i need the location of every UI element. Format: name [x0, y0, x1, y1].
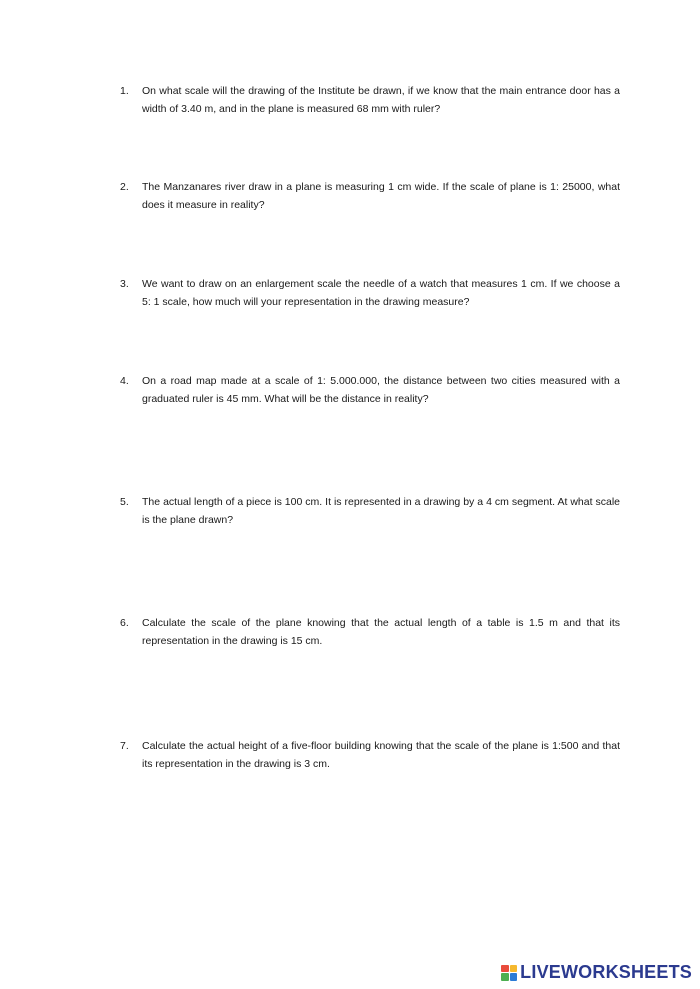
- question-text: On a road map made at a scale of 1: 5.000.000, the distance between two cities measured with a graduated ruler is 45 mm. What will be the distance in reality?: [142, 375, 620, 405]
- logo-square: [510, 973, 518, 981]
- question-text: On what scale will the drawing of the Institute be drawn, if we know that the main entrance door has a width of 3.40 m, and in the plane is measured 68 mm with ruler?: [142, 85, 620, 115]
- question-6: [120, 614, 620, 650]
- logo-square: [501, 965, 509, 973]
- question-5: [120, 493, 620, 529]
- logo-square: [501, 973, 509, 981]
- question-number: 1.: [120, 85, 129, 97]
- question-number: 4.: [120, 375, 129, 387]
- question-2: [120, 178, 620, 214]
- question-text: The Manzanares river draw in a plane is measuring 1 cm wide. If the scale of plane is 1: 25000, what does it measure in reality?: [142, 181, 620, 211]
- question-3: [120, 275, 620, 311]
- question-text: We want to draw on an enlargement scale the needle of a watch that measures 1 cm. If we choose a 5: 1 scale, how much will your representation in the drawing measure?: [142, 278, 620, 308]
- question-number: 7.: [120, 740, 129, 752]
- question-number: 2.: [120, 181, 129, 193]
- question-number: 5.: [120, 496, 129, 508]
- question-text: The actual length of a piece is 100 cm. It is represented in a drawing by a 4 cm segment. At what scale is the plane drawn?: [142, 496, 620, 526]
- question-number: 3.: [120, 278, 129, 290]
- question-number: 6.: [120, 617, 129, 629]
- logo-text: LIVEWORKSHEETS: [520, 962, 692, 982]
- question-text: Calculate the scale of the plane knowing that the actual length of a table is 1.5 m and that its representation in the drawing is 15 cm.: [142, 617, 620, 647]
- logo-square: [510, 965, 518, 973]
- liveworksheets-logo: [501, 962, 692, 983]
- question-text: Calculate the actual height of a five-floor building knowing that the scale of the plane is 1:500 and that its representation in the drawing is 3 cm.: [142, 740, 620, 770]
- logo-icon: [501, 965, 517, 981]
- question-1: [120, 82, 620, 118]
- question-7: [120, 737, 620, 773]
- question-4: [120, 372, 620, 408]
